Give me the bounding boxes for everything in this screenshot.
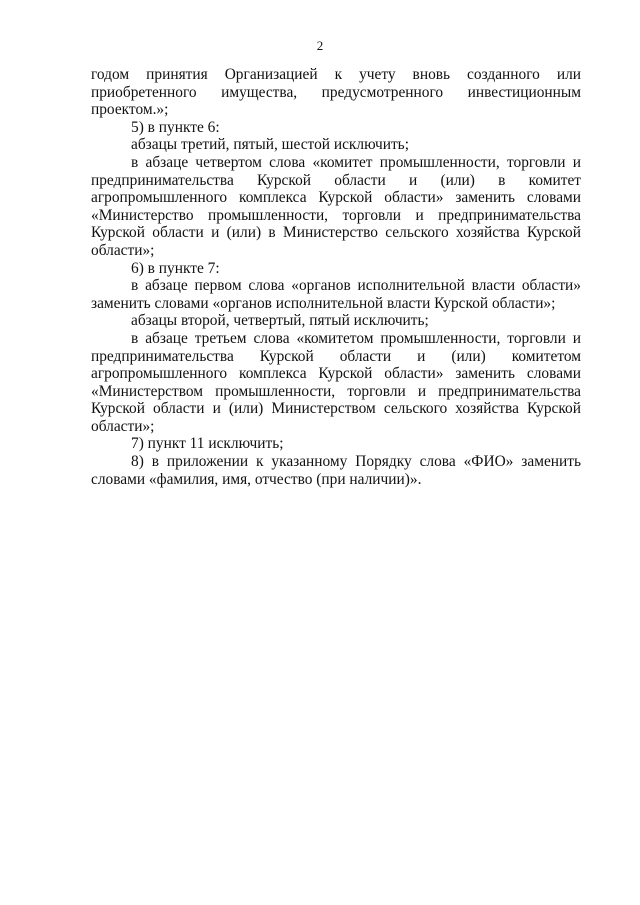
page-number: 2 xyxy=(316,38,324,53)
paragraph: абзацы третий, пятый, шестой исключить; xyxy=(131,136,409,154)
paragraph: в абзаце четвертом слова «комитет промышленности, торговли и предпринимательства Курской области и (или) в комитет агропромышленного комплекса Курской области» заменить словами «Министерство промышленности, торговли и предпринимательства Курской области и (или) в Министерство сельского хозяйства Курской области»; xyxy=(91,153,581,259)
paragraph: абзацы второй, четвертый, пятый исключить; xyxy=(131,312,429,330)
paragraph: 7) пункт 11 исключить; xyxy=(131,435,284,453)
paragraph: годом принятия Организацией к учету вновь созданного или приобретенного имущества, предусмотренного инвестиционным проектом.»; xyxy=(91,66,581,119)
document-body xyxy=(91,66,581,488)
paragraph: 6) в пункте 7: xyxy=(131,259,220,277)
paragraph: в абзаце третьем слова «комитетом промышленности, торговли и предпринимательства Курской области и (или) комитетом агропромышленного комплекса Курской области» заменить словами «Министерством промышленности, торговли и предпринимательства Курской области и (или) Министерством сельского хозяйства Курской области»; xyxy=(91,329,581,435)
paragraph: 8) в приложении к указанному Порядку слова «ФИО» заменить словами «фамилия, имя, отчество (при наличии)». xyxy=(91,453,581,488)
paragraph: в абзаце первом слова «органов исполнительной власти области» заменить словами «органов исполнительной власти Курской области»; xyxy=(91,277,581,312)
paragraph: 5) в пункте 6: xyxy=(131,118,220,136)
